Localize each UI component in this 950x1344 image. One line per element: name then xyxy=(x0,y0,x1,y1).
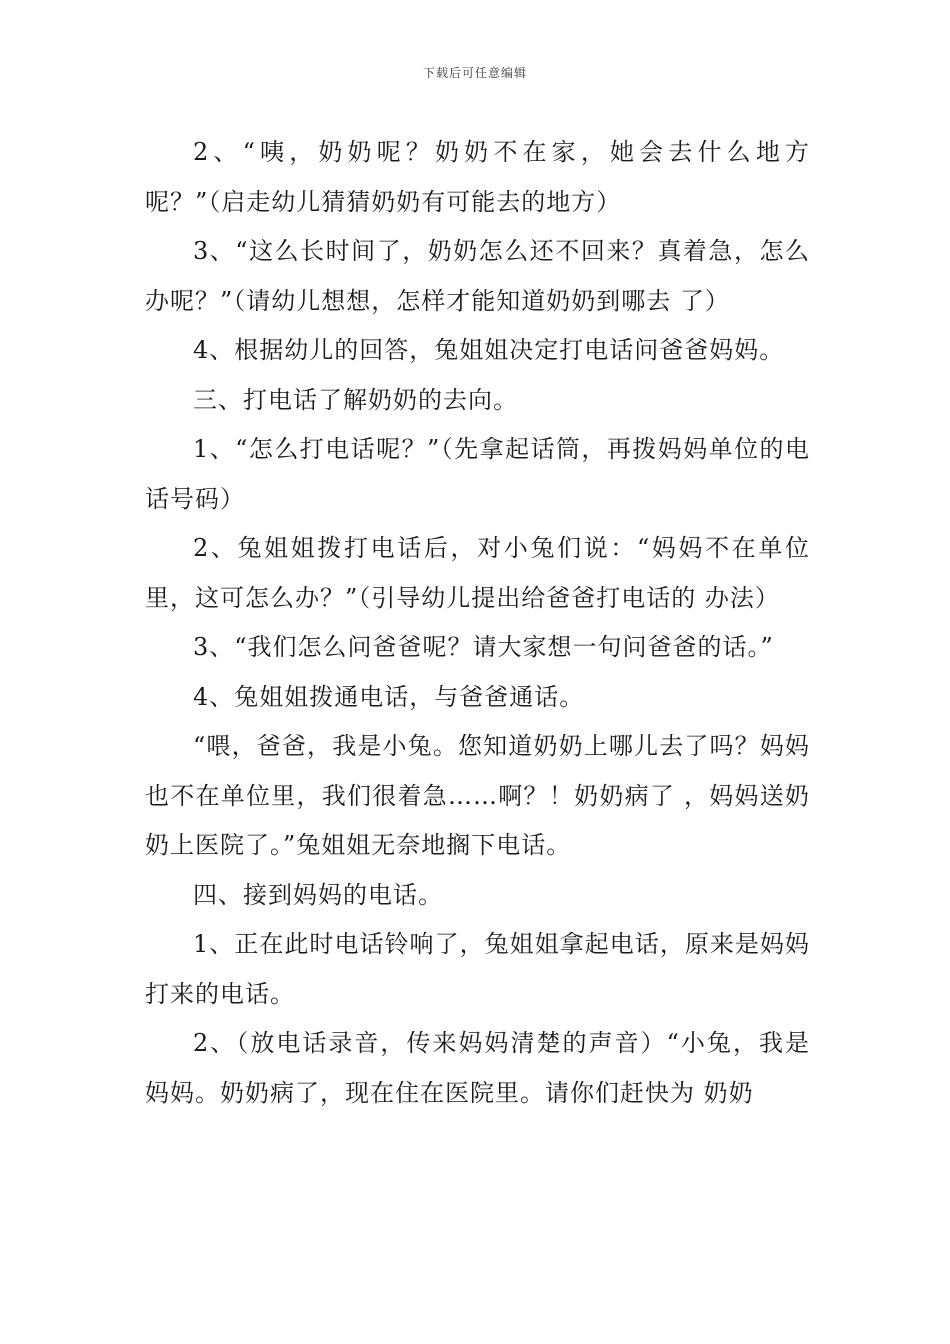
paragraph-5: 2、兔姐姐拨打电话后，对小兔们说：“妈妈不在单位里，这可怎么办？”（引导幼儿提出给爸爸打电话的 办法） xyxy=(145,534,810,612)
paragraph-10: 2、（放电话录音，传来妈妈清楚的声音）“小兔，我是妈妈。奶奶病了，现在住在医院里。请你们赶快为 奶奶 xyxy=(145,1029,810,1107)
paragraph-4: 1、“怎么打电话呢？”（先拿起话筒，再拨妈妈单位的电话号码） xyxy=(145,435,810,513)
paragraph-7: 4、兔姐姐拨通电话，与爸爸通话。 xyxy=(193,682,585,711)
paragraph-6: 3、“我们怎么问爸爸呢？请大家想一句问爸爸的话。” xyxy=(193,633,774,661)
document-body xyxy=(145,128,810,1118)
section-heading-4: 四、接到妈妈的电话。 xyxy=(193,880,443,909)
section-heading-3: 三、打电话了解奶奶的去向。 xyxy=(193,385,518,414)
header-note: 下载后可任意编辑 xyxy=(422,66,527,80)
paragraph-1: 2、“咦，奶奶呢？奶奶不在家，她会去什么地方呢？”（启走幼儿猜猜奶奶有可能去的地方） xyxy=(145,138,810,216)
paragraph-9: 1、正在此时电话铃响了，兔姐姐拿起电话，原来是妈妈打来的电话。 xyxy=(145,930,810,1008)
paragraph-8: “喂，爸爸，我是小兔。您知道奶奶上哪儿去了吗？妈妈也不在单位里，我们很着急……啊？！奶奶病了 ，妈妈送奶奶上医院了。”兔姐姐无奈地搁下电话。 xyxy=(145,732,810,859)
paragraph-2: 3、“这么长时间了，奶奶怎么还不回来？真着急，怎么办呢？”（请幼儿想想，怎样才能知道奶奶到哪去 了） xyxy=(145,237,810,315)
paragraph-3: 4、根据幼儿的回答，兔姐姐决定打电话问爸爸妈妈。 xyxy=(193,336,785,364)
